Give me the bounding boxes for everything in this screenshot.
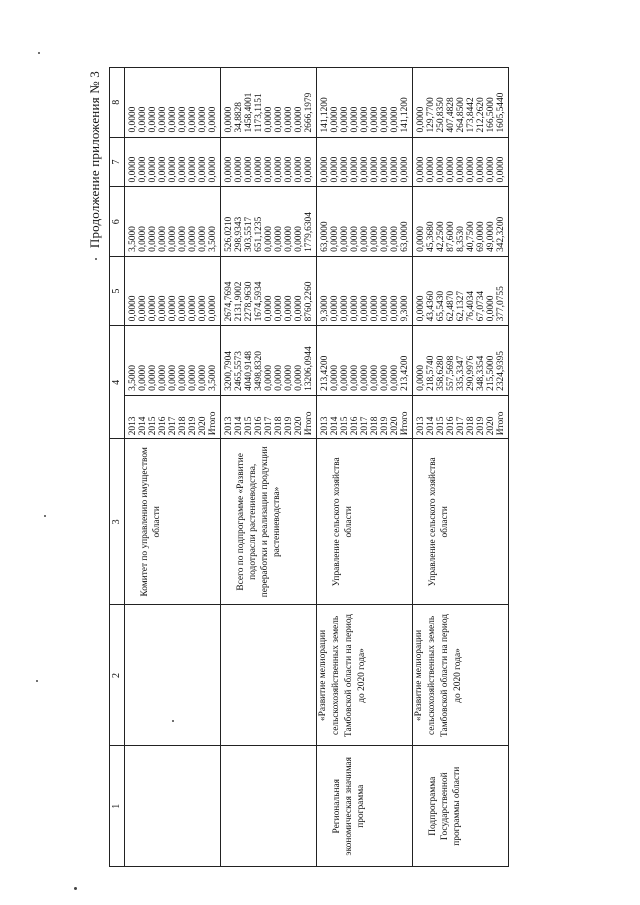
- col4-values-cell: [413, 326, 509, 395]
- col7-values-text: 0,0000 0,0000 0,0000 0,0000 0,0000 0,0000 0,0000 0,0000 0,0000: [416, 156, 506, 183]
- col7-values-cell: [125, 137, 221, 187]
- years-cell: [125, 395, 221, 438]
- program-type-cell: [413, 746, 509, 867]
- col6-values-text: 63,0000 0,0000 0,0000 0,0000 0,0000 0,0000 0,0000 0,0000 63,0000: [320, 221, 410, 252]
- program-type-cell: [221, 746, 317, 867]
- col7-values-cell: [221, 137, 317, 187]
- program-type-cell: [317, 746, 413, 867]
- col5-values-cell: [317, 256, 413, 325]
- table-row: [221, 68, 317, 867]
- col4-values-cell: [221, 326, 317, 395]
- col5-values-cell: [413, 256, 509, 325]
- col6-values-cell: [221, 187, 317, 256]
- col6-values-text: 3,5000 0,0000 0,0000 0,0000 0,0000 0,0000 0,0000 0,0000 3,5000: [128, 226, 218, 252]
- col8-values-cell: [317, 68, 413, 138]
- table-row: [125, 68, 221, 867]
- scan-speck: [95, 258, 97, 260]
- executor-cell: [125, 439, 221, 605]
- col4-values-text: 213,4200 0,0000 0,0000 0,0000 0,0000 0,0000 0,0000 0,0000 213,4200: [320, 355, 410, 391]
- years-text: 2013 2014 2015 2016 2017 2018 2019 2020 Итого: [320, 411, 410, 436]
- col8-values-text: 0,0000 129,7700 250,8350 407,4828 264,8500 173,8442 212,2620 166,5000 1605,5440: [416, 92, 506, 133]
- header-col-5: 5: [110, 256, 125, 325]
- col5-values-text: 0,0000 43,4360 65,5430 62,4870 62,1327 76,4034 67,0734 0,0000 377,0755: [416, 286, 506, 322]
- header-col-6: 6: [110, 187, 125, 256]
- program-name-cell: [317, 605, 413, 746]
- header-col-7: 7: [110, 137, 125, 187]
- col7-values-cell: [413, 137, 509, 187]
- col8-values-text: 0,0000 0,0000 0,0000 0,0000 0,0000 0,0000 0,0000 0,0000 0,0000: [128, 106, 218, 133]
- col6-values-cell: [125, 187, 221, 256]
- col5-values-text: 9,3000 0,0000 0,0000 0,0000 0,0000 0,0000 0,0000 0,0000 9,3000: [320, 295, 410, 322]
- header-col-3: 3: [110, 439, 125, 605]
- program-name-cell: [413, 605, 509, 746]
- years-cell: [221, 395, 317, 438]
- rotated-table-sheet: [85, 67, 605, 867]
- col7-values-text: 0,0000 0,0000 0,0000 0,0000 0,0000 0,0000 0,0000 0,0000 0,0000: [320, 156, 410, 183]
- col7-values-cell: [317, 137, 413, 187]
- scan-speck: [44, 515, 46, 517]
- col6-values-cell: [413, 187, 509, 256]
- table-row: [413, 68, 509, 867]
- header-col-2: 2: [110, 605, 125, 746]
- years-text: 2013 2014 2015 2016 2017 2018 2019 2020 Итого: [128, 411, 218, 436]
- executor-text: Управление сельского хозяйства области: [332, 457, 354, 587]
- scan-speck: [74, 887, 77, 890]
- program-name-text: «Развитие мелиорации сельскохозяйственных земель Тамбовской области на период до 2020 года»: [414, 613, 463, 737]
- col6-values-cell: [317, 187, 413, 256]
- header-col-1: 1: [110, 746, 125, 867]
- table-body: [125, 68, 509, 867]
- col6-values-text: 526,0210 298,9343 303,5517 651,1235 0,0000 0,0000 0,0000 0,0000 1779,6304: [224, 212, 314, 252]
- col4-values-cell: [317, 326, 413, 395]
- program-type-cell: [125, 746, 221, 867]
- col6-values-text: 0,0000 45,3680 42,2500 87,6000 8,3530 40,7500 69,0000 49,0000 342,3200: [416, 216, 506, 252]
- years-cell: [413, 395, 509, 438]
- years-text: 2013 2014 2015 2016 2017 2018 2019 2020 Итого: [224, 411, 314, 436]
- col7-values-text: 0,0000 0,0000 0,0000 0,0000 0,0000 0,0000 0,0000 0,0000 0,0000: [224, 156, 314, 183]
- header-col-4: 4: [110, 326, 125, 439]
- executor-cell: [221, 439, 317, 605]
- executor-text: Комитет по управлению имуществом области: [140, 447, 162, 597]
- col4-values-text: 0,0000 218,5740 358,6280 557,5698 335,3347 290,9976 348,3354 215,5000 2324,9395: [416, 351, 506, 391]
- col8-values-text: 0,0000 34,8828 1458,4001 1173,1151 0,0000 0,0000 0,0000 0,0000 2666,1979: [224, 92, 314, 133]
- executor-text: Управление сельского хозяйства области: [428, 457, 450, 587]
- table-row: [317, 68, 413, 867]
- col5-values-cell: [125, 256, 221, 325]
- col5-values-text: 0,0000 0,0000 0,0000 0,0000 0,0000 0,0000 0,0000 0,0000 0,0000: [128, 295, 218, 322]
- scan-speck: [172, 720, 174, 722]
- program-name-cell: [221, 605, 317, 746]
- col4-values-cell: [125, 326, 221, 395]
- header-row: [110, 68, 125, 867]
- col8-values-cell: [413, 68, 509, 138]
- col4-values-text: 3200,7904 2465,5573 4040,9148 3498,8320 0,0000 0,0000 0,0000 0,0000 13206,0944: [224, 346, 314, 391]
- col5-values-text: 2674,7694 2131,9002 2278,9630 1674,5934 0,0000 0,0000 0,0000 0,0000 8760,2260: [224, 281, 314, 322]
- scan-speck: [38, 52, 40, 54]
- header-col-8: 8: [110, 68, 125, 138]
- years-text: 2013 2014 2015 2016 2017 2018 2019 2020 Итого: [416, 411, 506, 436]
- program-name-cell: [125, 605, 221, 746]
- executor-cell: [317, 439, 413, 605]
- col8-values-cell: [221, 68, 317, 138]
- appendix-caption: Продолжение приложения № 3: [87, 71, 102, 249]
- program-name-text: «Развитие мелиорации сельскохозяйственных земель Тамбовской области на период до 2020 года»: [318, 613, 367, 737]
- executor-text: Всего по подпрограмме «Развитие подотрасли растениеводства, переработки и реализации продукции растениеводства»: [236, 446, 282, 598]
- col8-values-text: 141,1200 0,0000 0,0000 0,0000 0,0000 0,0000 0,0000 0,0000 141,1200: [320, 97, 410, 133]
- years-cell: [317, 395, 413, 438]
- col7-values-text: 0,0000 0,0000 0,0000 0,0000 0,0000 0,0000 0,0000 0,0000 0,0000: [128, 156, 218, 183]
- executor-cell: [413, 439, 509, 605]
- col4-values-text: 3,5000 0,0000 0,0000 0,0000 0,0000 0,0000 0,0000 0,0000 3,5000: [128, 365, 218, 391]
- budget-table: [109, 67, 509, 867]
- scan-speck: [36, 680, 38, 682]
- col8-values-cell: [125, 68, 221, 138]
- col5-values-cell: [221, 256, 317, 325]
- program-type-text: Подпрограмма Государственной программы области: [428, 766, 462, 846]
- program-type-text: Региональная экономическая значимая программа: [332, 757, 366, 856]
